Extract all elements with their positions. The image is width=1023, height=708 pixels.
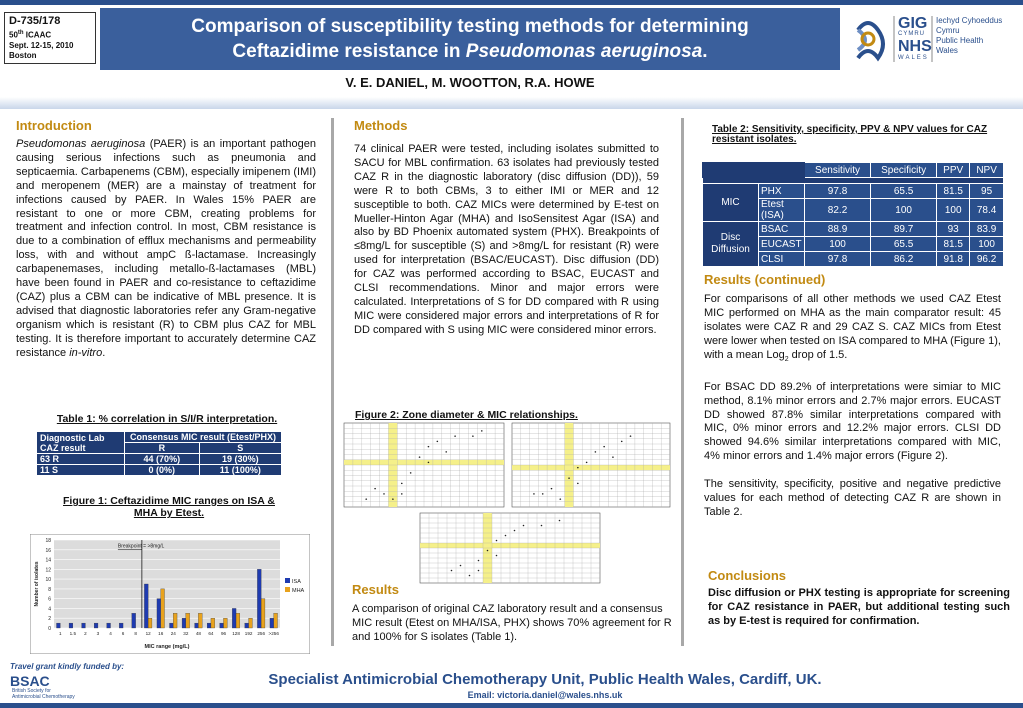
table-row: 63 R 44 (70%) 19 (30%) bbox=[37, 454, 282, 465]
conclusions-section bbox=[708, 568, 1010, 629]
legend-label-isa: ISA bbox=[292, 579, 301, 585]
table1 bbox=[36, 431, 282, 476]
x-tick-label: 4 bbox=[109, 631, 112, 636]
table1-sub-r: R bbox=[125, 443, 200, 454]
grid-mark bbox=[472, 435, 474, 437]
table1-group-header: Consensus MIC result (Etest/PHX) bbox=[125, 432, 282, 443]
table1-sub-s: S bbox=[199, 443, 281, 454]
grid-mark bbox=[410, 472, 412, 474]
poster-id-box bbox=[4, 12, 96, 64]
methods-heading: Methods bbox=[354, 118, 408, 133]
x-tick-label: 96 bbox=[220, 631, 227, 636]
legend-swatch-isa bbox=[285, 578, 290, 583]
grid-mark bbox=[365, 498, 367, 500]
grid-mark bbox=[595, 451, 597, 453]
table2: Sensitivity Specificity PPV NPV MIC PHX 97.8 65.5 81.5 95 Etest (ISA) 82.2 100 100 78.4 Disc Diffusion BSAC 88.9 89.7 93 83.9 EUCAST 100 65.5 81.5 100 CLSI 97.8 86.2 91.8 96.2 bbox=[702, 162, 1004, 267]
title-line-2: Ceftazidime resistance in Pseudomonas aeruginosa. bbox=[232, 41, 708, 62]
bar-isa bbox=[270, 618, 274, 628]
bar-mha bbox=[274, 613, 278, 628]
grid-mark bbox=[478, 560, 480, 562]
bar-isa bbox=[232, 608, 236, 628]
results-heading: Results bbox=[352, 582, 399, 597]
bar-isa bbox=[220, 623, 224, 628]
bar-isa bbox=[82, 623, 86, 628]
bottom-bar bbox=[0, 703, 1023, 708]
methods-text: 74 clinical PAER were tested, including isolates submitted to SACU for MBL confirmation. 63 isolates had previously tested CAZ R in the diagnostic laboratory (disc diffusion (DD)), 59 were R to both CBMs, 3 to either IMI or MER and 12 susceptible to both. CAZ MICs were determined by E-test on Mueller-Hinton Agar (MHA) and IsoSensitest Agar (ISA) and also by BD Phoenix automated system (PHX). Breakpoints of ≤8mg/L for susceptible (S) and >8mg/L for resistant (R) were used for interpretation (BSAC/EUCAST). Disc diffusion (DD) for CAZ was performed according to BSAC, EUCAST and CLSI recommendations. Minor and major errors were calculated. Interpretations of S for DD compared with R using MIC were considered major errors and interpretations of R for DD compared with S using MIC were considered minor errors. bbox=[354, 143, 659, 336]
bar-mha bbox=[211, 618, 215, 628]
bar-mha bbox=[148, 618, 152, 628]
poster-id: D-735/178 bbox=[9, 15, 61, 27]
grid-mark bbox=[542, 493, 544, 495]
bar-isa bbox=[257, 569, 261, 628]
column-separator-1 bbox=[331, 118, 334, 646]
x-tick-label: 3 bbox=[96, 631, 100, 636]
results-continued-heading: Results (continued) bbox=[704, 272, 826, 287]
results-section bbox=[352, 582, 672, 645]
grid-mark bbox=[533, 493, 535, 495]
column-introduction bbox=[16, 118, 316, 361]
grid-mark bbox=[487, 550, 489, 552]
y-tick-label: 2 bbox=[48, 616, 51, 623]
grid-mark bbox=[496, 555, 498, 557]
poster-title bbox=[100, 8, 840, 70]
results-text: A comparison of original CAZ laboratory result and a consensus MIC result (Etest on MHA/ISA, PHX) shows 70% agreement for R and 100% for S isolates (Table 1). bbox=[352, 603, 672, 643]
y-axis-label: Number of isolates bbox=[34, 561, 40, 607]
x-tick-label: 1.5 bbox=[69, 631, 77, 636]
bar-isa bbox=[170, 623, 174, 628]
grid-mark bbox=[428, 462, 430, 464]
grid-mark bbox=[559, 520, 561, 522]
grid-mark bbox=[445, 451, 447, 453]
grid-mark bbox=[586, 462, 588, 464]
bar-isa bbox=[195, 623, 199, 628]
bar-mha bbox=[249, 618, 253, 628]
table-row: EUCAST 100 65.5 81.5 100 bbox=[703, 237, 1004, 252]
logo-cymru: CYMRU bbox=[898, 31, 925, 37]
bar-isa bbox=[94, 623, 98, 628]
grid-mark bbox=[559, 498, 561, 500]
bar-isa bbox=[207, 623, 211, 628]
bar-isa bbox=[245, 623, 249, 628]
x-tick-label: 16 bbox=[158, 631, 164, 636]
y-tick-label: 10 bbox=[45, 577, 51, 584]
table-row: Disc Diffusion BSAC 88.9 89.7 93 83.9 bbox=[703, 222, 1004, 237]
bar-isa bbox=[119, 623, 123, 628]
bar-mha bbox=[161, 589, 165, 628]
table-row: CLSI 97.8 86.2 91.8 96.2 bbox=[703, 252, 1004, 267]
x-tick-label: 256 bbox=[257, 631, 266, 636]
phw-logo bbox=[846, 10, 1021, 68]
logo-text: Iechyd Cyhoeddus Cymru Public Health Wales bbox=[936, 16, 1003, 55]
x-axis-label: MIC range (mg/L) bbox=[144, 644, 190, 650]
figure2-grids bbox=[342, 421, 672, 585]
y-tick-label: 6 bbox=[48, 596, 51, 603]
grid-mark bbox=[621, 441, 623, 443]
title-line-1: Comparison of susceptibility testing methods for determining bbox=[191, 16, 749, 37]
y-tick-label: 0 bbox=[48, 626, 51, 632]
grid-mark bbox=[383, 493, 385, 495]
grid-mark bbox=[437, 441, 439, 443]
results-continued-para3: The sensitivity, specificity, positive and negative predictive values for each method of detecting CAZ R are shown in Table 2. bbox=[704, 478, 1001, 518]
grid-mark bbox=[505, 535, 507, 537]
introduction-heading: Introduction bbox=[16, 118, 92, 133]
figure1-chart bbox=[30, 534, 310, 654]
y-tick-label: 12 bbox=[45, 567, 51, 574]
conference-name: 50th ICAAC bbox=[9, 30, 52, 40]
conference-city: Boston bbox=[9, 50, 37, 60]
column-separator-2 bbox=[681, 118, 684, 646]
grid-mark bbox=[541, 525, 543, 527]
grid-mark bbox=[577, 483, 579, 485]
introduction-text: Pseudomonas aeruginosa (PAER) is an important pathogen causing serious infections such as pneumonia and septicaemia. Carbapenems (CBM), especially imipenem (IMI) and meropenem (MER) are a mainstay of treatment for infections caused by PAER. In Wales 15% PAER are resistant to one or more CBM, creating problems for treatment and infection control. In most, CBM resistance is due to a combination of efflux mechanisms and permeability loss, with and without ampC ß-lactamase. Increasingly carbapenemases, including metallo-ß-lactamases (MBL) have been found in PAER and co-resistance to ceftazidime (CAZ) plus a CBM can be indicative of MBL presence. It is advised that diagnostic laboratories refer any Gram-negative organism which is resistant (R) to CBM plus CAZ for MBL testing. It is therefore important to accurately determine CAZ resistance in-vitro. bbox=[16, 138, 316, 359]
plot-area bbox=[54, 540, 280, 628]
grid-mark bbox=[603, 446, 605, 448]
table1-caption: Table 1: % correlation in S/I/R interpretation. bbox=[56, 413, 278, 425]
grid-mark bbox=[551, 488, 553, 490]
bar-isa bbox=[157, 599, 161, 628]
x-tick-label: 2 bbox=[84, 631, 87, 636]
bar-mha bbox=[224, 618, 228, 628]
bar-mha bbox=[236, 613, 240, 628]
x-tick-label: 8 bbox=[134, 631, 137, 636]
grid-mark bbox=[478, 570, 480, 572]
x-tick-label: 48 bbox=[195, 631, 201, 636]
figure1-caption: Figure 1: Ceftazidime MIC ranges on ISA & MHA by Etest. bbox=[63, 495, 275, 519]
grid-mark bbox=[523, 525, 525, 527]
conclusions-heading: Conclusions bbox=[708, 568, 787, 583]
top-bar bbox=[0, 0, 1023, 5]
grid-mark bbox=[392, 498, 394, 500]
table-row: Etest (ISA) 82.2 100 100 78.4 bbox=[703, 199, 1004, 222]
bar-isa bbox=[182, 618, 186, 628]
grid-mark bbox=[612, 456, 614, 458]
grid-mark bbox=[451, 570, 453, 572]
header-divider bbox=[0, 97, 1023, 109]
grid-mark bbox=[460, 565, 462, 567]
grid-mark bbox=[568, 477, 570, 479]
y-tick-label: 18 bbox=[45, 538, 51, 544]
figure2-caption: Figure 2: Zone diameter & MIC relationships. bbox=[355, 409, 578, 421]
grid-mark bbox=[469, 575, 471, 577]
grid-mark bbox=[419, 456, 421, 458]
x-tick-label: 128 bbox=[232, 631, 240, 636]
grid-mark bbox=[514, 530, 516, 532]
bar-isa bbox=[132, 613, 136, 628]
table-row: 11 S 0 (0%) 11 (100%) bbox=[37, 465, 282, 476]
grid-mark bbox=[481, 430, 483, 432]
logo-gig: GIG bbox=[898, 15, 928, 32]
breakpoint-annotation: Breakpoint = >8mg/L bbox=[117, 543, 165, 550]
conclusions-text: Disc diffusion or PHX testing is appropriate for screening for CAZ resistance in PAER, but additional testing such as by E-test is required for confirmation. bbox=[708, 587, 1010, 627]
bar-isa bbox=[107, 623, 111, 628]
grid-mark bbox=[454, 435, 456, 437]
y-tick-label: 16 bbox=[45, 547, 51, 554]
bsac-subtitle: British Society for Antimicrobial Chemotherapy bbox=[12, 688, 75, 700]
legend-swatch-mha bbox=[285, 587, 290, 592]
grid-mark bbox=[374, 488, 376, 490]
x-tick-label: >256 bbox=[268, 631, 279, 636]
column-methods bbox=[354, 118, 659, 338]
grid-mark bbox=[401, 483, 403, 485]
bsac-logo: BSAC bbox=[10, 673, 50, 689]
table2-caption: Table 2: Sensitivity, specificity, PPV & NPV values for CAZ resistant isolates. bbox=[712, 124, 988, 145]
bar-mha bbox=[198, 613, 202, 628]
bar-mha bbox=[173, 613, 177, 628]
table1-col1-header: Diagnostic Lab CAZ result bbox=[37, 432, 125, 454]
authors: V. E. DANIEL, M. WOOTTON, R.A. HOWE bbox=[345, 75, 595, 90]
x-tick-label: 32 bbox=[183, 631, 189, 636]
logo-wales: WALES bbox=[898, 55, 929, 61]
y-tick-label: 8 bbox=[48, 586, 51, 593]
footer-email: Email: victoria.daniel@wales.nhs.uk bbox=[467, 690, 623, 700]
y-tick-label: 4 bbox=[48, 606, 51, 613]
grid-mark bbox=[401, 493, 403, 495]
funding-note: Travel grant kindly funded by: bbox=[10, 662, 125, 671]
x-tick-label: 1 bbox=[58, 631, 62, 636]
table-row: MIC PHX 97.8 65.5 81.5 95 bbox=[703, 184, 1004, 199]
bar-mha bbox=[186, 613, 190, 628]
grid-mark bbox=[496, 540, 498, 542]
column-results-continued bbox=[704, 272, 1001, 520]
x-tick-label: 6 bbox=[121, 631, 125, 636]
x-tick-label: 64 bbox=[208, 631, 214, 636]
grid-mark bbox=[577, 467, 579, 469]
results-continued-para2: For BSAC DD 89.2% of interpretations were simiar to MIC method, 8.1% minor errors and 2.7% major errors. EUCAST DD showed 87.8% similar interpretations compared with MIC, 0% minor errors and 12.2% major errors. CLSI DD showed 94.6% similar interpretations compared with MIC, 4% minor errors and 1.4% major errors (Figure 2). bbox=[704, 380, 1001, 463]
bar-isa bbox=[57, 623, 61, 628]
conference-dates: Sept. 12-15, 2010 bbox=[9, 40, 74, 50]
grid-mark bbox=[630, 435, 632, 437]
x-tick-label: 12 bbox=[145, 631, 151, 636]
y-tick-label: 14 bbox=[45, 557, 51, 564]
logo-nhs: NHS bbox=[898, 38, 932, 55]
bar-isa bbox=[69, 623, 73, 628]
x-tick-label: 24 bbox=[170, 631, 176, 636]
legend-label-mha: MHA bbox=[292, 588, 305, 594]
x-tick-label: 192 bbox=[244, 631, 253, 636]
bar-mha bbox=[261, 599, 265, 628]
bar-isa bbox=[144, 584, 148, 628]
results-continued-para1: For comparisons of all other methods we used CAZ Etest MIC performed on MHA as the main comparator result: 45 isolates were CAZ R and 29 CAZ S. CAZ MICs from Etest were lower when tested on ISA compared to MHA (Figure 1), with a mean Log$_2$ drop of 1.5. bbox=[704, 293, 1001, 363]
footer-title: Specialist Antimicrobial Chemotherapy Unit, Public Health Wales, Cardiff, UK. bbox=[268, 671, 822, 688]
grid-mark bbox=[428, 446, 430, 448]
